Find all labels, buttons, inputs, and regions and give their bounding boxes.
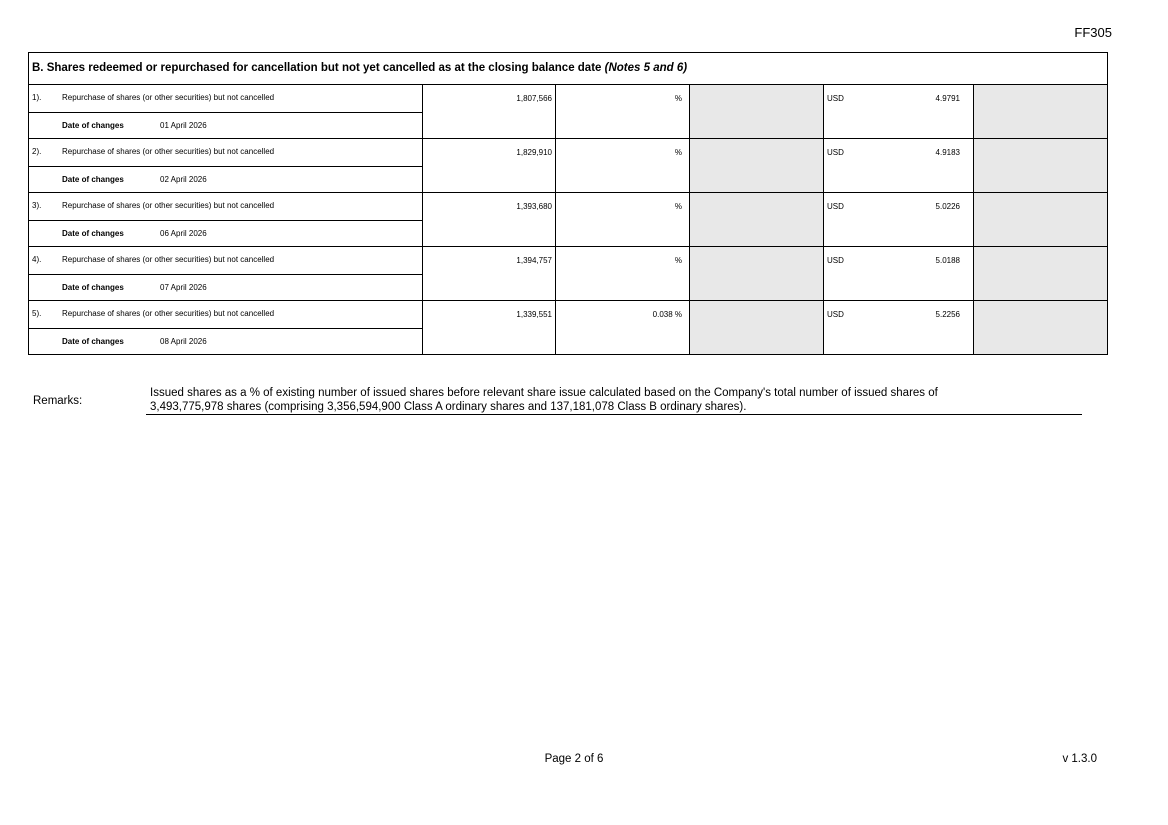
date-of-changes-label: Date of changes	[62, 175, 124, 184]
description-cell	[29, 247, 423, 300]
table-row	[29, 301, 1107, 354]
currency-label: USD	[827, 202, 844, 211]
price-cell	[824, 193, 974, 246]
currency-label: USD	[827, 94, 844, 103]
price-value: 5.2256	[935, 310, 960, 319]
page-number: Page 2 of 6	[544, 753, 604, 765]
row-index: 4).	[32, 255, 42, 264]
row-divider	[29, 328, 422, 329]
row-description: Repurchase of shares (or other securities) but not cancelled	[62, 255, 275, 264]
row-index: 5).	[32, 309, 42, 318]
price-cell	[824, 301, 974, 354]
shaded-cell	[690, 301, 824, 354]
percentage-cell	[556, 85, 690, 138]
form-code: FF305	[1074, 25, 1112, 40]
shaded-cell	[690, 139, 824, 192]
percentage-cell	[556, 139, 690, 192]
shares-cell	[423, 247, 556, 300]
description-cell	[29, 139, 423, 192]
description-cell	[29, 301, 423, 354]
currency-label: USD	[827, 256, 844, 265]
shares-repurchased-section	[28, 52, 1108, 355]
repurchase-rows	[29, 85, 1107, 354]
shaded-cell	[974, 139, 1107, 192]
date-of-changes-value: 07 April 2026	[160, 283, 207, 292]
shares-count: 1,829,910	[516, 148, 552, 157]
row-divider	[29, 112, 422, 113]
currency-label: USD	[827, 310, 844, 319]
price-value: 4.9791	[935, 94, 960, 103]
percentage-value: %	[674, 148, 682, 157]
price-cell	[824, 139, 974, 192]
percentage-cell	[556, 193, 690, 246]
description-cell	[29, 85, 423, 138]
percentage-value: %	[674, 94, 682, 103]
percentage-cell	[556, 247, 690, 300]
row-divider	[29, 220, 422, 221]
section-title	[29, 53, 1107, 85]
percentage-value: %	[674, 256, 682, 265]
date-of-changes-label: Date of changes	[62, 283, 124, 292]
price-cell	[824, 247, 974, 300]
remarks-label: Remarks:	[33, 395, 83, 407]
date-of-changes-value: 06 April 2026	[160, 229, 207, 238]
table-row	[29, 247, 1107, 301]
row-divider	[29, 166, 422, 167]
price-value: 5.0188	[935, 256, 960, 265]
price-value: 5.0226	[935, 202, 960, 211]
shares-cell	[423, 139, 556, 192]
percentage-cell	[556, 301, 690, 354]
shares-count: 1,339,551	[516, 310, 552, 319]
date-of-changes-value: 08 April 2026	[160, 337, 207, 346]
table-row	[29, 85, 1107, 139]
shares-cell	[423, 301, 556, 354]
section-title-text: B. Shares redeemed or repurchased for cancellation but not yet cancelled as at the closing balance date	[32, 62, 605, 74]
row-index: 3).	[32, 201, 42, 210]
shares-count: 1,807,566	[516, 94, 552, 103]
remarks-line-1: Issued shares as a % of existing number of issued shares before relevant share issue calculated based on the Company's total number of issued shares of	[150, 387, 938, 399]
row-description: Repurchase of shares (or other securities) but not cancelled	[62, 201, 275, 210]
section-title-notes: (Notes 5 and 6)	[604, 62, 688, 74]
percentage-value: %	[674, 202, 682, 211]
shaded-cell	[974, 85, 1107, 138]
row-index: 1).	[32, 93, 42, 102]
shaded-cell	[690, 85, 824, 138]
remarks-text	[146, 386, 1082, 415]
shaded-cell	[690, 193, 824, 246]
shaded-cell	[974, 247, 1107, 300]
shares-cell	[423, 193, 556, 246]
row-description: Repurchase of shares (or other securities) but not cancelled	[62, 93, 275, 102]
date-of-changes-label: Date of changes	[62, 229, 124, 238]
remarks-line-2: 3,493,775,978 shares (comprising 3,356,594,900 Class A ordinary shares and 137,181,078 Class B ordinary shares).	[150, 401, 747, 413]
currency-label: USD	[827, 148, 844, 157]
shares-count: 1,394,757	[516, 256, 552, 265]
shaded-cell	[974, 301, 1107, 354]
version-label: v 1.3.0	[1062, 753, 1097, 765]
table-row	[29, 193, 1107, 247]
shaded-cell	[690, 247, 824, 300]
date-of-changes-label: Date of changes	[62, 337, 124, 346]
date-of-changes-label: Date of changes	[62, 121, 124, 130]
row-description: Repurchase of shares (or other securities) but not cancelled	[62, 309, 275, 318]
date-of-changes-value: 02 April 2026	[160, 175, 207, 184]
table-row	[29, 139, 1107, 193]
percentage-value: 0.038 %	[652, 310, 682, 319]
description-cell	[29, 193, 423, 246]
shares-cell	[423, 85, 556, 138]
row-divider	[29, 274, 422, 275]
date-of-changes-value: 01 April 2026	[160, 121, 207, 130]
row-description: Repurchase of shares (or other securities) but not cancelled	[62, 147, 275, 156]
shaded-cell	[974, 193, 1107, 246]
shares-count: 1,393,680	[516, 202, 552, 211]
price-cell	[824, 85, 974, 138]
price-value: 4.9183	[935, 148, 960, 157]
row-index: 2).	[32, 147, 42, 156]
